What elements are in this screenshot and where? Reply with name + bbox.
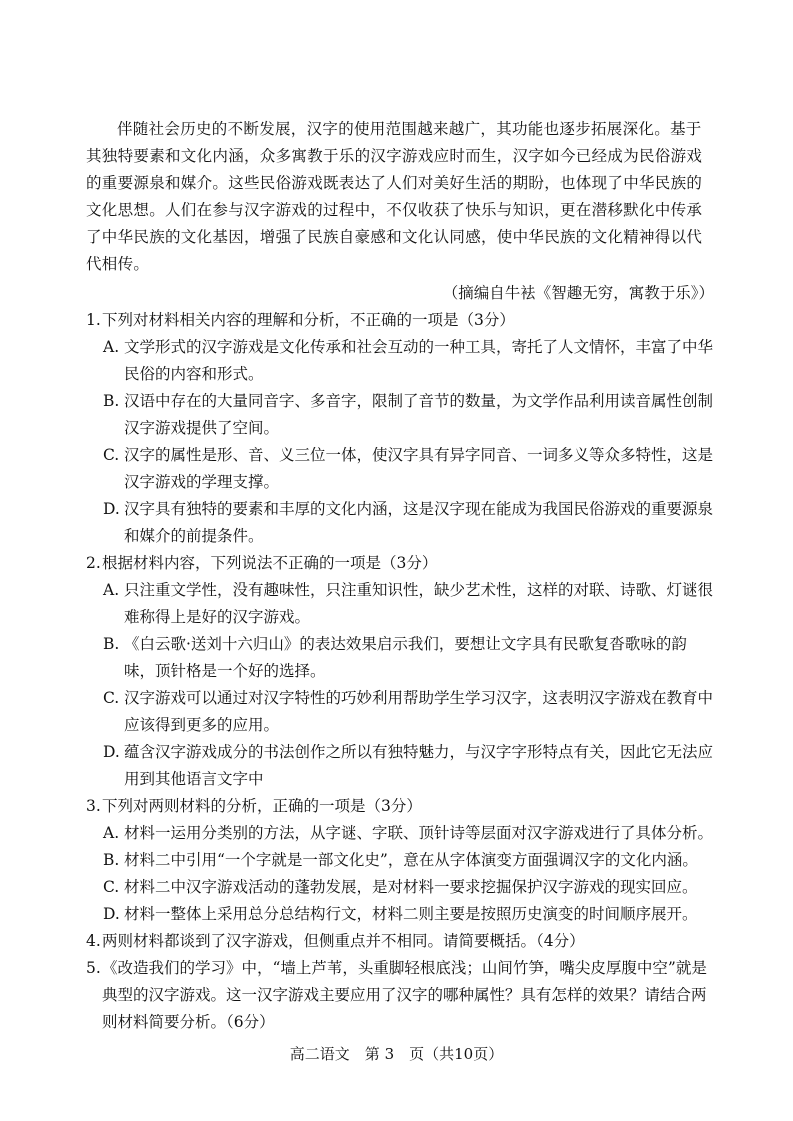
answer-option [86, 820, 716, 847]
option-letter: A. [103, 581, 120, 599]
question-number: 5. [86, 959, 101, 977]
question-number: 3. [86, 797, 101, 815]
question-list [86, 307, 716, 1036]
option-letter: C. [103, 446, 120, 464]
option-text: 《白云歌·送刘十六归山》的表达效果启示我们，要想让文字具有民歌复沓歌咏的韵味，顶针格是一个好的选择。 [124, 635, 687, 680]
question-1 [86, 307, 716, 550]
answer-option [86, 334, 716, 388]
question-stem-text: 根据材料内容，下列说法不正确的一项是（3分） [102, 554, 438, 572]
option-text: 材料一整体上采用总分总结构行文，材料二则主要是按照历史演变的时间顺序展开。 [124, 905, 698, 923]
option-letter: A. [103, 338, 120, 356]
question-4 [86, 928, 716, 955]
question-stem [86, 793, 716, 820]
question-stem-text: 下列对两则材料的分析，正确的一项是（3分） [102, 797, 422, 815]
question-stem-text: 两则材料都谈到了汉字游戏，但侧重点并不相同。请简要概括。（4分） [102, 932, 585, 950]
option-text: 汉语中存在的大量同音字、多音字，限制了音节的数量，为文学作品利用读音属性创制汉字游戏提供了空间。 [124, 392, 714, 437]
option-letter: B. [103, 635, 120, 653]
answer-option [86, 685, 716, 739]
passage-source: （摘编自牛袪《智趣无穷，寓教于乐》） [442, 284, 714, 302]
passage-section [86, 116, 716, 307]
question-stem-text: 《改造我们的学习》中，“墙上芦苇，头重脚轻根底浅；山间竹笋，嘴尖皮厚腹中空”就是典型的汉字游戏。这一汉字游戏主要应用了汉字的哪种属性？具有怎样的效果？请结合两则材料简要分析。（6分） [102, 959, 707, 1031]
option-text: 材料二中汉字游戏活动的蓬勃发展，是对材料一要求挖掘保护汉字游戏的现实回应。 [124, 878, 698, 896]
option-text: 汉字具有独特的要素和丰厚的文化内涵，这是汉字现在能成为我国民俗游戏的重要源泉和媒介的前提条件。 [124, 500, 714, 545]
option-letter: D. [103, 743, 120, 761]
option-letter: C. [103, 878, 120, 896]
answer-option [86, 901, 716, 928]
option-text: 汉字的属性是形、音、义三位一体，使汉字具有异字同音、一词多义等众多特性，这是汉字游戏的学理支撑。 [124, 446, 714, 491]
question-3 [86, 793, 716, 928]
page-footer: 高二语文 第 3 页（共10页） [289, 1045, 504, 1063]
answer-option [86, 631, 716, 685]
question-number: 4. [86, 932, 101, 950]
answer-option [86, 577, 716, 631]
passage-paragraph: 伴随社会历史的不断发展，汉字的使用范围越来越广，其功能也逐步拓展深化。基于其独特要素和文化内涵，众多寓教于乐的汉字游戏应时而生，汉字如今已经成为民俗游戏的重要源泉和媒介。这些民俗游戏既表达了人们对美好生活的期盼，也体现了中华民族的文化思想。人们在参与汉字游戏的过程中，不仅收获了快乐与知识，更在潜移默化中传承了中华民族的文化基因，增强了民族自豪感和文化认同感，使中华民族的文化精神得以代代相传。 [86, 120, 703, 273]
question-stem-text: 下列对材料相关内容的理解和分析，不正确的一项是（3分） [102, 311, 515, 329]
option-letter: B. [103, 392, 120, 410]
option-text: 文学形式的汉字游戏是文化传承和社会互动的一种工具，寄托了人文情怀，丰富了中华民俗的内容和形式。 [124, 338, 714, 383]
answer-option [86, 496, 716, 550]
option-text: 材料二中引用“一个字就是一部文化史”，意在从字体演变方面强调汉字的文化内涵。 [124, 851, 698, 869]
question-2 [86, 550, 716, 793]
answer-option [86, 388, 716, 442]
option-letter: A. [103, 824, 120, 842]
option-text: 材料一运用分类别的方法，从字谜、字联、顶针诗等层面对汉字游戏进行了具体分析。 [124, 824, 714, 842]
answer-option [86, 847, 716, 874]
question-stem [86, 928, 716, 955]
question-number: 1. [86, 311, 101, 329]
answer-option [86, 442, 716, 496]
answer-option [86, 739, 716, 793]
question-stem [86, 955, 716, 1036]
question-number: 2. [86, 554, 101, 572]
option-text: 只注重文学性，没有趣味性，只注重知识性，缺少艺术性，这样的对联、诗歌、灯谜很难称得上是好的汉字游戏。 [124, 581, 714, 626]
option-text: 蕴含汉字游戏成分的书法创作之所以有独特魅力，与汉字字形特点有关，因此它无法应用到其他语言文字中 [124, 743, 714, 788]
question-5 [86, 955, 716, 1036]
exam-page-content [86, 116, 716, 1036]
question-stem [86, 550, 716, 577]
option-letter: B. [103, 851, 120, 869]
answer-option [86, 874, 716, 901]
option-text: 汉字游戏可以通过对汉字特性的巧妙利用帮助学生学习汉字，这表明汉字游戏在教育中应该得到更多的应用。 [124, 689, 714, 734]
option-letter: D. [103, 905, 120, 923]
option-letter: C. [103, 689, 120, 707]
question-stem [86, 307, 716, 334]
option-letter: D. [103, 500, 120, 518]
